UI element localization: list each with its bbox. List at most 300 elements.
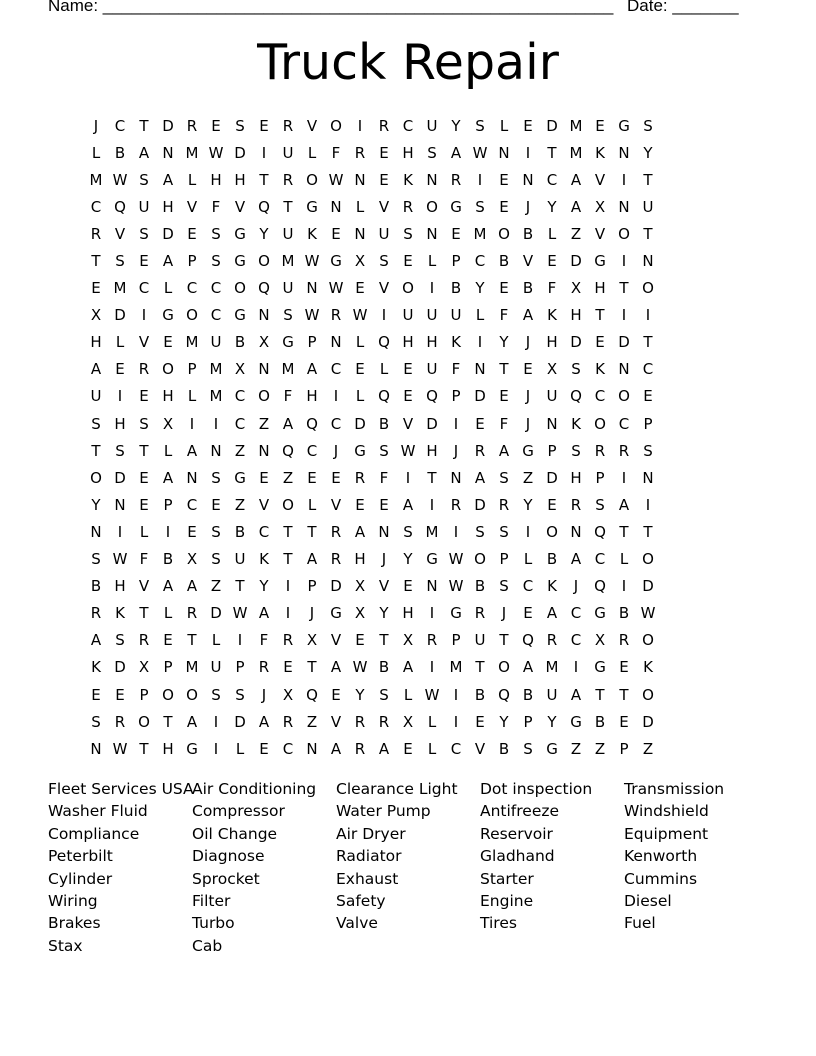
grid-letter[interactable]: A xyxy=(138,143,150,162)
grid-letter[interactable]: P xyxy=(451,631,461,650)
grid-letter[interactable]: Y xyxy=(355,685,365,704)
grid-letter[interactable]: E xyxy=(499,197,509,216)
grid-letter[interactable]: C xyxy=(90,197,102,216)
grid-letter[interactable]: T xyxy=(307,522,317,541)
grid-letter[interactable]: N xyxy=(330,333,342,352)
grid-letter[interactable]: T xyxy=(643,333,653,352)
grid-letter[interactable]: T xyxy=(619,522,629,541)
grid-letter[interactable]: A xyxy=(306,550,318,569)
grid-letter[interactable]: P xyxy=(451,252,461,271)
grid-letter[interactable]: H xyxy=(114,414,126,433)
grid-letter[interactable]: B xyxy=(90,577,102,596)
grid-letter[interactable]: N xyxy=(546,414,558,433)
grid-letter[interactable]: L xyxy=(355,197,365,216)
grid-letter[interactable]: S xyxy=(595,495,605,514)
grid-letter[interactable]: N xyxy=(258,306,270,325)
grid-letter[interactable]: G xyxy=(594,252,606,271)
grid-letter[interactable]: G xyxy=(450,197,462,216)
grid-letter[interactable]: G xyxy=(450,604,462,623)
grid-letter[interactable]: D xyxy=(234,143,246,162)
grid-letter[interactable]: D xyxy=(546,116,558,135)
grid-letter[interactable]: E xyxy=(91,685,101,704)
grid-letter[interactable]: E xyxy=(499,279,509,298)
grid-letter[interactable]: R xyxy=(354,468,366,487)
grid-letter[interactable]: E xyxy=(379,143,389,162)
grid-letter[interactable]: O xyxy=(498,658,510,677)
grid-letter[interactable]: S xyxy=(283,306,293,325)
grid-letter[interactable]: Y xyxy=(499,333,509,352)
grid-letter[interactable]: S xyxy=(115,441,125,460)
grid-letter[interactable]: U xyxy=(642,197,654,216)
grid-letter[interactable]: G xyxy=(426,550,438,569)
grid-letter[interactable]: L xyxy=(163,441,173,460)
grid-letter[interactable]: U xyxy=(378,224,390,243)
grid-letter[interactable]: U xyxy=(426,116,438,135)
grid-letter[interactable]: T xyxy=(619,685,629,704)
grid-letter[interactable]: T xyxy=(643,224,653,243)
grid-letter[interactable]: D xyxy=(114,658,126,677)
grid-letter[interactable]: E xyxy=(307,468,317,487)
grid-letter[interactable]: Q xyxy=(306,685,318,704)
grid-letter[interactable]: U xyxy=(210,658,222,677)
grid-letter[interactable]: R xyxy=(354,712,366,731)
grid-letter[interactable]: A xyxy=(474,468,486,487)
grid-letter[interactable]: E xyxy=(595,333,605,352)
grid-letter[interactable]: B xyxy=(498,252,510,271)
grid-letter[interactable]: T xyxy=(283,522,293,541)
grid-letter[interactable]: E xyxy=(451,224,461,243)
grid-letter[interactable]: W xyxy=(304,252,320,271)
grid-letter[interactable]: G xyxy=(522,441,534,460)
grid-letter[interactable]: V xyxy=(594,170,606,189)
grid-letter[interactable]: T xyxy=(499,360,509,379)
grid-letter[interactable]: Z xyxy=(570,224,582,243)
grid-letter[interactable]: V xyxy=(594,224,606,243)
grid-letter[interactable]: Y xyxy=(451,116,461,135)
grid-letter[interactable]: G xyxy=(234,224,246,243)
grid-letter[interactable]: G xyxy=(282,333,294,352)
grid-letter[interactable]: B xyxy=(546,550,558,569)
grid-letter[interactable]: M xyxy=(569,143,583,162)
grid-letter[interactable]: F xyxy=(139,550,149,569)
grid-letter[interactable]: A xyxy=(570,550,582,569)
grid-letter[interactable]: O xyxy=(594,414,606,433)
grid-letter[interactable]: X xyxy=(594,631,606,650)
grid-letter[interactable]: D xyxy=(162,224,174,243)
grid-letter[interactable]: C xyxy=(306,441,318,460)
grid-letter[interactable]: I xyxy=(645,306,651,325)
grid-letter[interactable]: T xyxy=(595,685,605,704)
grid-letter[interactable]: J xyxy=(501,604,507,623)
grid-letter[interactable]: R xyxy=(282,631,294,650)
grid-letter[interactable]: A xyxy=(522,658,534,677)
grid-letter[interactable]: A xyxy=(330,739,342,758)
grid-letter[interactable]: I xyxy=(429,658,435,677)
grid-letter[interactable]: U xyxy=(546,387,558,406)
grid-letter[interactable]: O xyxy=(642,550,654,569)
grid-letter[interactable]: Y xyxy=(547,197,557,216)
grid-letter[interactable]: V xyxy=(138,577,150,596)
grid-letter[interactable]: S xyxy=(475,197,485,216)
grid-letter[interactable]: J xyxy=(381,550,387,569)
grid-letter[interactable]: L xyxy=(187,387,197,406)
grid-letter[interactable]: K xyxy=(571,414,581,433)
grid-letter[interactable]: C xyxy=(186,495,198,514)
grid-letter[interactable]: H xyxy=(570,306,582,325)
grid-letter[interactable]: M xyxy=(449,658,463,677)
grid-letter[interactable]: B xyxy=(234,522,246,541)
grid-letter[interactable]: C xyxy=(618,414,630,433)
grid-letter[interactable]: Y xyxy=(523,495,533,514)
grid-letter[interactable]: I xyxy=(453,685,459,704)
grid-letter[interactable]: C xyxy=(210,306,222,325)
grid-letter[interactable]: R xyxy=(330,550,342,569)
grid-letter[interactable]: W xyxy=(112,550,128,569)
grid-letter[interactable]: B xyxy=(498,739,510,758)
grid-letter[interactable]: E xyxy=(475,712,485,731)
grid-letter[interactable]: I xyxy=(189,414,195,433)
grid-letter[interactable]: T xyxy=(283,550,293,569)
grid-letter[interactable]: U xyxy=(282,143,294,162)
grid-letter[interactable]: E xyxy=(403,577,413,596)
grid-letter[interactable]: B xyxy=(234,333,246,352)
grid-letter[interactable]: D xyxy=(570,252,582,271)
grid-letter[interactable]: A xyxy=(570,170,582,189)
grid-letter[interactable]: A xyxy=(162,252,174,271)
grid-letter[interactable]: L xyxy=(427,739,437,758)
grid-letter[interactable]: I xyxy=(117,522,123,541)
grid-letter[interactable]: T xyxy=(475,658,485,677)
grid-letter[interactable]: R xyxy=(114,712,126,731)
grid-letter[interactable]: W xyxy=(112,170,128,189)
grid-letter[interactable]: P xyxy=(619,739,629,758)
grid-letter[interactable]: A xyxy=(618,495,630,514)
grid-letter[interactable]: R xyxy=(594,441,606,460)
grid-letter[interactable]: X xyxy=(282,685,294,704)
grid-letter[interactable]: S xyxy=(475,522,485,541)
grid-letter[interactable]: A xyxy=(354,522,366,541)
grid-letter[interactable]: V xyxy=(378,577,390,596)
grid-letter[interactable]: R xyxy=(282,170,294,189)
grid-letter[interactable]: E xyxy=(259,468,269,487)
grid-letter[interactable]: T xyxy=(91,252,101,271)
grid-letter[interactable]: S xyxy=(211,550,221,569)
grid-letter[interactable]: X xyxy=(258,333,270,352)
grid-letter[interactable]: C xyxy=(330,360,342,379)
grid-letter[interactable]: W xyxy=(400,441,416,460)
grid-letter[interactable]: E xyxy=(355,360,365,379)
grid-letter[interactable]: Q xyxy=(378,387,390,406)
grid-letter[interactable]: G xyxy=(570,712,582,731)
grid-letter[interactable]: V xyxy=(330,495,342,514)
grid-letter[interactable]: L xyxy=(379,360,389,379)
grid-letter[interactable]: D xyxy=(618,333,630,352)
grid-letter[interactable]: I xyxy=(213,414,219,433)
grid-letter[interactable]: G xyxy=(618,116,630,135)
grid-letter[interactable]: T xyxy=(643,170,653,189)
grid-letter[interactable]: M xyxy=(545,658,559,677)
grid-letter[interactable]: W xyxy=(352,658,368,677)
grid-letter[interactable]: S xyxy=(427,143,437,162)
grid-letter[interactable]: S xyxy=(91,712,101,731)
grid-letter[interactable]: I xyxy=(285,604,291,623)
grid-letter[interactable]: N xyxy=(498,143,510,162)
grid-letter[interactable]: I xyxy=(237,631,243,650)
grid-letter[interactable]: U xyxy=(210,333,222,352)
grid-letter[interactable]: M xyxy=(281,360,295,379)
grid-letter[interactable]: A xyxy=(330,658,342,677)
grid-letter[interactable]: N xyxy=(306,739,318,758)
grid-letter[interactable]: E xyxy=(547,252,557,271)
grid-letter[interactable]: O xyxy=(138,712,150,731)
grid-letter[interactable]: G xyxy=(594,604,606,623)
grid-letter[interactable]: R xyxy=(618,631,630,650)
grid-letter[interactable]: M xyxy=(185,143,199,162)
grid-letter[interactable]: R xyxy=(378,712,390,731)
grid-letter[interactable]: T xyxy=(259,170,269,189)
grid-letter[interactable]: I xyxy=(285,577,291,596)
grid-letter[interactable]: H xyxy=(570,468,582,487)
grid-letter[interactable]: F xyxy=(211,197,221,216)
grid-letter[interactable]: X xyxy=(546,360,558,379)
grid-letter[interactable]: R xyxy=(138,631,150,650)
grid-letter[interactable]: N xyxy=(162,143,174,162)
grid-letter[interactable]: A xyxy=(498,441,510,460)
grid-letter[interactable]: N xyxy=(90,522,102,541)
grid-letter[interactable]: X xyxy=(402,712,414,731)
grid-letter[interactable]: W xyxy=(328,279,344,298)
grid-letter[interactable]: P xyxy=(307,577,317,596)
grid-letter[interactable]: C xyxy=(330,414,342,433)
grid-letter[interactable]: E xyxy=(259,116,269,135)
grid-letter[interactable]: N xyxy=(426,224,438,243)
grid-letter[interactable]: S xyxy=(403,522,413,541)
grid-letter[interactable]: N xyxy=(642,468,654,487)
grid-letter[interactable]: I xyxy=(621,252,627,271)
grid-letter[interactable]: E xyxy=(139,252,149,271)
grid-letter[interactable]: R xyxy=(474,441,486,460)
grid-letter[interactable]: D xyxy=(474,495,486,514)
grid-letter[interactable]: A xyxy=(378,739,390,758)
grid-letter[interactable]: O xyxy=(426,197,438,216)
grid-letter[interactable]: C xyxy=(234,414,246,433)
grid-letter[interactable]: C xyxy=(402,116,414,135)
grid-letter[interactable]: W xyxy=(304,306,320,325)
grid-letter[interactable]: P xyxy=(163,658,173,677)
grid-letter[interactable]: L xyxy=(211,631,221,650)
grid-letter[interactable]: I xyxy=(621,468,627,487)
grid-letter[interactable]: S xyxy=(211,522,221,541)
grid-letter[interactable]: E xyxy=(163,333,173,352)
grid-letter[interactable]: Q xyxy=(570,387,582,406)
grid-letter[interactable]: L xyxy=(499,116,509,135)
grid-letter[interactable]: Y xyxy=(379,604,389,623)
grid-letter[interactable]: D xyxy=(114,468,126,487)
grid-letter[interactable]: R xyxy=(90,224,102,243)
grid-letter[interactable]: S xyxy=(115,631,125,650)
grid-letter[interactable]: Q xyxy=(426,387,438,406)
grid-letter[interactable]: E xyxy=(139,387,149,406)
grid-letter[interactable]: R xyxy=(186,604,198,623)
grid-letter[interactable]: Q xyxy=(114,197,126,216)
grid-letter[interactable]: A xyxy=(258,604,270,623)
grid-letter[interactable]: U xyxy=(90,387,102,406)
grid-letter[interactable]: O xyxy=(618,224,630,243)
grid-letter[interactable]: V xyxy=(258,495,270,514)
grid-letter[interactable]: I xyxy=(621,306,627,325)
grid-letter[interactable]: I xyxy=(213,712,219,731)
grid-letter[interactable]: Z xyxy=(522,468,534,487)
grid-letter[interactable]: A xyxy=(570,685,582,704)
grid-letter[interactable]: F xyxy=(259,631,269,650)
grid-letter[interactable]: S xyxy=(379,441,389,460)
grid-letter[interactable]: T xyxy=(139,604,149,623)
grid-letter[interactable]: P xyxy=(595,468,605,487)
grid-letter[interactable]: I xyxy=(525,522,531,541)
grid-letter[interactable]: X xyxy=(570,279,582,298)
grid-letter[interactable]: B xyxy=(378,414,390,433)
grid-letter[interactable]: C xyxy=(546,170,558,189)
grid-letter[interactable]: T xyxy=(163,712,173,731)
grid-letter[interactable]: P xyxy=(643,414,653,433)
grid-letter[interactable]: P xyxy=(547,441,557,460)
grid-letter[interactable]: Q xyxy=(306,414,318,433)
grid-letter[interactable]: M xyxy=(113,279,127,298)
grid-letter[interactable]: R xyxy=(546,631,558,650)
grid-letter[interactable]: P xyxy=(235,658,245,677)
grid-letter[interactable]: E xyxy=(139,468,149,487)
grid-letter[interactable]: T xyxy=(547,143,557,162)
grid-letter[interactable]: X xyxy=(354,577,366,596)
grid-letter[interactable]: S xyxy=(211,224,221,243)
grid-letter[interactable]: H xyxy=(402,143,414,162)
grid-letter[interactable]: J xyxy=(453,441,459,460)
grid-letter[interactable]: H xyxy=(90,333,102,352)
grid-letter[interactable]: O xyxy=(402,279,414,298)
grid-letter[interactable]: Z xyxy=(282,468,294,487)
grid-letter[interactable]: L xyxy=(403,685,413,704)
grid-letter[interactable]: A xyxy=(306,360,318,379)
grid-letter[interactable]: E xyxy=(91,279,101,298)
grid-letter[interactable]: L xyxy=(163,279,173,298)
grid-letter[interactable]: N xyxy=(330,197,342,216)
grid-letter[interactable]: E xyxy=(403,387,413,406)
grid-letter[interactable]: S xyxy=(211,685,221,704)
grid-letter[interactable]: A xyxy=(162,577,174,596)
grid-letter[interactable]: E xyxy=(355,279,365,298)
grid-letter[interactable]: X xyxy=(594,197,606,216)
grid-letter[interactable]: C xyxy=(594,550,606,569)
grid-letter[interactable]: A xyxy=(90,360,102,379)
grid-letter[interactable]: N xyxy=(90,739,102,758)
grid-letter[interactable]: N xyxy=(354,170,366,189)
grid-letter[interactable]: V xyxy=(234,197,246,216)
grid-letter[interactable]: N xyxy=(618,197,630,216)
grid-letter[interactable]: C xyxy=(138,279,150,298)
grid-letter[interactable]: E xyxy=(379,495,389,514)
grid-letter[interactable]: D xyxy=(642,577,654,596)
grid-letter[interactable]: N xyxy=(618,360,630,379)
grid-letter[interactable]: I xyxy=(429,604,435,623)
grid-letter[interactable]: U xyxy=(474,631,486,650)
grid-letter[interactable]: A xyxy=(570,197,582,216)
grid-letter[interactable]: P xyxy=(163,495,173,514)
grid-letter[interactable]: G xyxy=(594,658,606,677)
grid-letter[interactable]: K xyxy=(259,550,269,569)
grid-letter[interactable]: N xyxy=(354,224,366,243)
grid-letter[interactable]: T xyxy=(139,116,149,135)
grid-letter[interactable]: M xyxy=(185,658,199,677)
grid-letter[interactable]: B xyxy=(594,712,606,731)
grid-letter[interactable]: B xyxy=(474,685,486,704)
grid-letter[interactable]: S xyxy=(643,116,653,135)
grid-letter[interactable]: L xyxy=(355,387,365,406)
grid-letter[interactable]: D xyxy=(162,116,174,135)
grid-letter[interactable]: V xyxy=(522,252,534,271)
grid-letter[interactable]: R xyxy=(282,116,294,135)
grid-letter[interactable]: S xyxy=(211,468,221,487)
grid-letter[interactable]: V xyxy=(306,116,318,135)
grid-letter[interactable]: X xyxy=(306,631,318,650)
grid-letter[interactable]: W xyxy=(448,550,464,569)
grid-letter[interactable]: P xyxy=(187,252,197,271)
grid-letter[interactable]: F xyxy=(379,468,389,487)
grid-letter[interactable]: T xyxy=(595,306,605,325)
grid-letter[interactable]: H xyxy=(426,333,438,352)
grid-letter[interactable]: L xyxy=(115,333,125,352)
grid-letter[interactable]: T xyxy=(379,631,389,650)
grid-letter[interactable]: O xyxy=(162,360,174,379)
grid-letter[interactable]: A xyxy=(186,712,198,731)
grid-letter[interactable]: R xyxy=(618,441,630,460)
grid-letter[interactable]: M xyxy=(281,252,295,271)
grid-letter[interactable]: D xyxy=(330,577,342,596)
grid-letter[interactable]: O xyxy=(90,468,102,487)
grid-letter[interactable]: X xyxy=(234,360,246,379)
grid-letter[interactable]: S xyxy=(571,360,581,379)
grid-letter[interactable]: H xyxy=(162,739,174,758)
grid-letter[interactable]: S xyxy=(91,414,101,433)
grid-letter[interactable]: H xyxy=(210,170,222,189)
grid-letter[interactable]: B xyxy=(522,279,534,298)
grid-letter[interactable]: R xyxy=(354,143,366,162)
grid-letter[interactable]: N xyxy=(426,170,438,189)
grid-letter[interactable]: S xyxy=(475,116,485,135)
grid-letter[interactable]: O xyxy=(546,522,558,541)
grid-letter[interactable]: E xyxy=(211,495,221,514)
grid-letter[interactable]: H xyxy=(114,577,126,596)
grid-letter[interactable]: A xyxy=(90,631,102,650)
grid-letter[interactable]: O xyxy=(186,685,198,704)
grid-letter[interactable]: Y xyxy=(403,550,413,569)
grid-letter[interactable]: T xyxy=(307,658,317,677)
grid-letter[interactable]: H xyxy=(234,170,246,189)
grid-letter[interactable]: W xyxy=(328,170,344,189)
grid-letter[interactable]: T xyxy=(283,197,293,216)
grid-letter[interactable]: U xyxy=(402,306,414,325)
grid-letter[interactable]: C xyxy=(594,387,606,406)
grid-letter[interactable]: T xyxy=(619,279,629,298)
grid-letter[interactable]: I xyxy=(165,522,171,541)
grid-letter[interactable]: S xyxy=(211,252,221,271)
grid-letter[interactable]: R xyxy=(90,604,102,623)
grid-letter[interactable]: X xyxy=(354,252,366,271)
grid-letter[interactable]: T xyxy=(235,577,245,596)
grid-letter[interactable]: O xyxy=(282,495,294,514)
grid-letter[interactable]: M xyxy=(89,170,103,189)
grid-letter[interactable]: P xyxy=(499,550,509,569)
grid-letter[interactable]: L xyxy=(619,550,629,569)
